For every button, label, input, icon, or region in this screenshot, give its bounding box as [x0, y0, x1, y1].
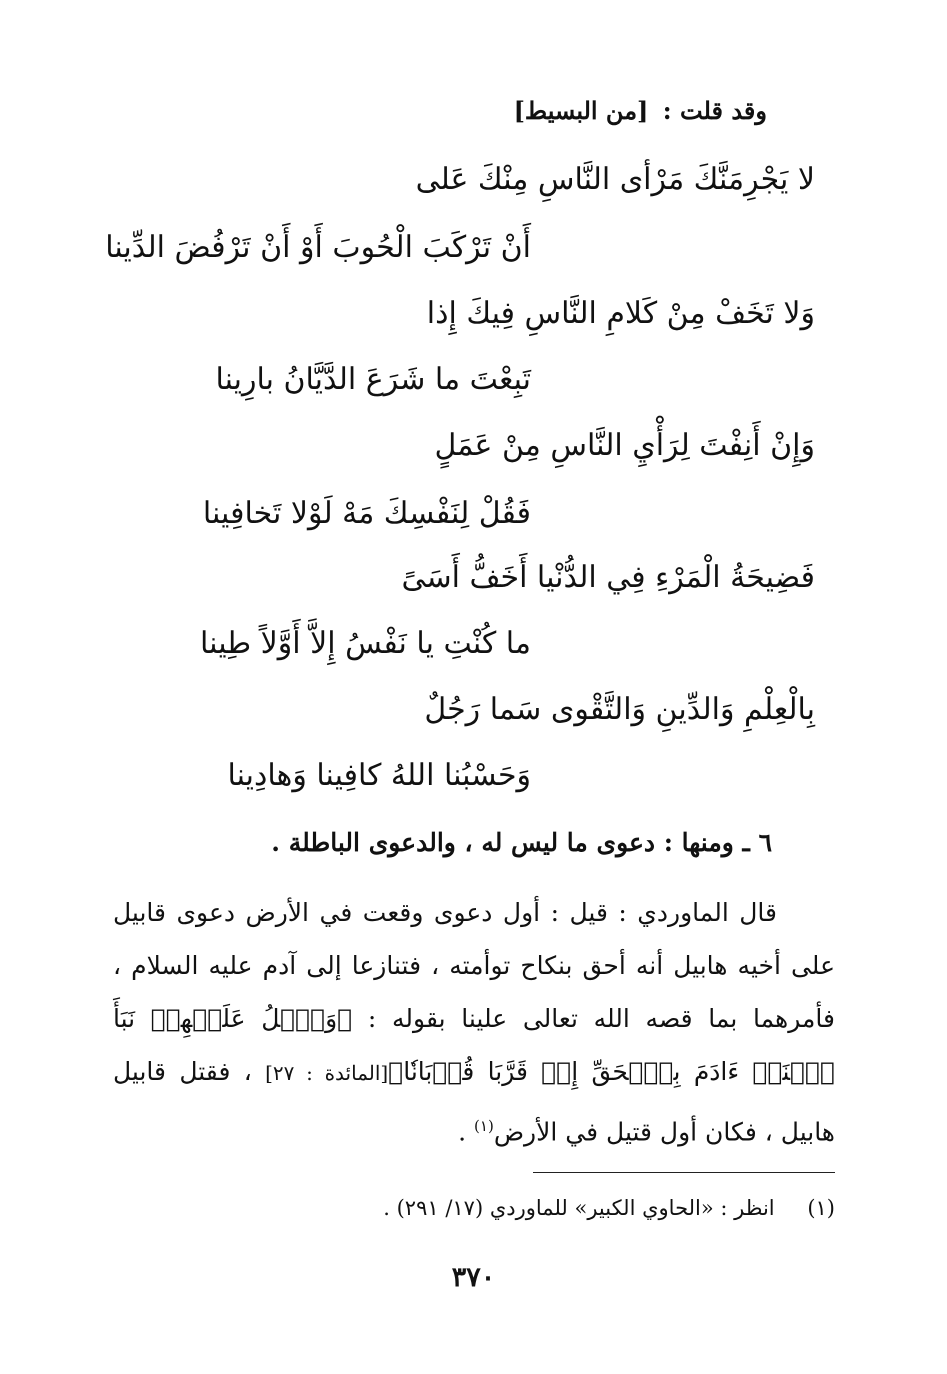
- footnote-reference: (١): [474, 1117, 494, 1135]
- verse-line: أَنْ تَرْكَبَ الْحُوبَ أَوْ أَنْ تَرْفُضَ الدِّينا: [105, 230, 531, 265]
- footnote-divider: [533, 1172, 835, 1173]
- verse-line: وَلا تَخَفْ مِنْ كَلامِ النَّاسِ فِيكَ إِذا: [426, 296, 815, 331]
- section-heading: ٦ ـ ومنها : دعوى ما ليس له ، والدعوى الباطلة .: [271, 828, 772, 857]
- quran-citation: [المائدة : ٢٧]: [265, 1061, 389, 1085]
- paragraph-text: قال الماوردي : قيل : أول دعوى وقعت في الأرض دعوى قابيل على أخيه هابيل أنه أحق بنكاح توأمته ، فتنازعا إلى آدم عليه السلام ، فأمرهما بما قصه الله تعالى علينا بقوله :: [113, 898, 835, 1033]
- body-paragraph: [113, 886, 835, 1158]
- poem-meter: [من البسيط]: [513, 96, 649, 125]
- intro-text: وقد قلت :: [662, 96, 767, 125]
- verse-line: بِالْعِلْمِ وَالدِّينِ وَالتَّقْوى سَما رَجُلٌ: [424, 692, 815, 727]
- verse-line: ما كُنْتِ يا نَفْسُ إِلاَّ أَوَّلاً طِينا: [200, 626, 531, 661]
- footnote-text: انظر : «الحاوي الكبير» للماوردي (١٧/ ٢٩١) .: [383, 1196, 775, 1220]
- paragraph-end: .: [458, 1117, 475, 1147]
- footnote-number: (١): [807, 1196, 835, 1220]
- page-number: ٣٧٠: [451, 1262, 496, 1293]
- verse-line: فَضِيحَةُ الْمَرْءِ فِي الدُّنْيا أَخَفُّ أَسَىً: [401, 560, 815, 595]
- poem-intro: [514, 96, 767, 125]
- verse-line: وَإِنْ أَنِفْتَ لِرَأْيِ النَّاسِ مِنْ عَمَلٍ: [434, 428, 815, 463]
- verse-line: لا يَجْرِمَنَّكَ مَرْأى النَّاسِ مِنْكَ عَلى: [415, 162, 815, 197]
- verse-line: تَبِعْتَ ما شَرَعَ الدَّيَّانُ بارِينا: [215, 362, 531, 397]
- paragraph-text: ، فقتل قابيل هابيل ، فكان أول قتيل في الأرض: [113, 1057, 835, 1147]
- quran-verse: ﴿وَٱتۡلُ عَلَيۡهِمۡ نَبَأَ ٱبۡنَيۡ ءَادَمَ بِٱلۡحَقِّ إِذۡ قَرَّبَا قُرۡبَانٗا﴾: [113, 1004, 835, 1086]
- footnote: [383, 1196, 835, 1220]
- verse-line: وَحَسْبُنا اللهُ كافِينا وَهادِينا: [227, 758, 531, 793]
- verse-line: فَقُلْ لِنَفْسِكَ مَهْ لَوْلا تَخافِينا: [202, 496, 531, 531]
